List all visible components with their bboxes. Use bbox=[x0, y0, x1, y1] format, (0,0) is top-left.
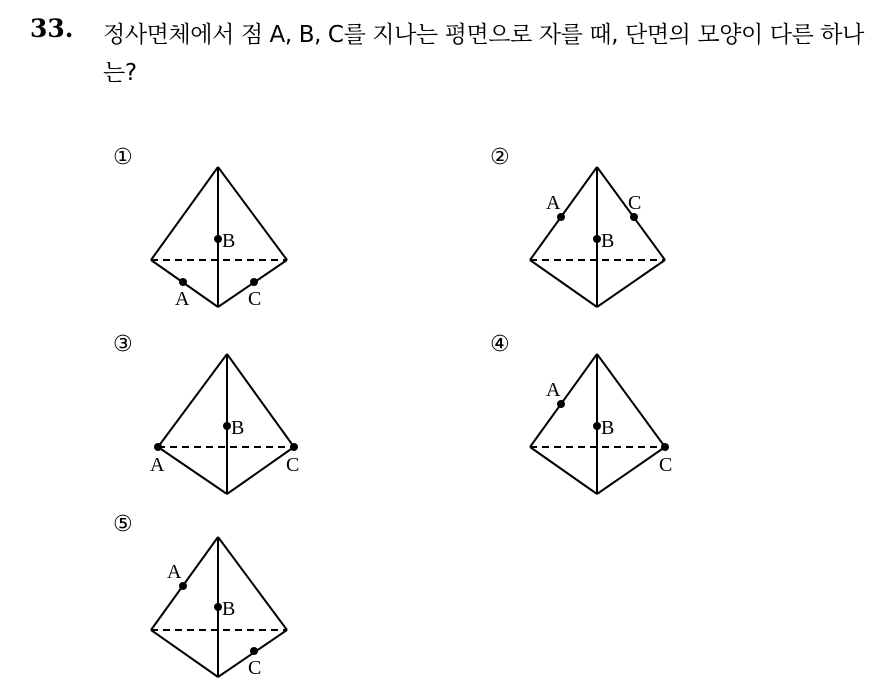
edge bbox=[530, 354, 597, 447]
point-b bbox=[593, 235, 601, 243]
choice-label-1[interactable]: ① bbox=[113, 145, 133, 170]
edge bbox=[227, 447, 294, 494]
point-label-a: A bbox=[150, 454, 165, 476]
point-label-b: B bbox=[222, 598, 236, 620]
point-label-a: A bbox=[167, 561, 182, 583]
point-b bbox=[223, 422, 231, 430]
edge bbox=[597, 447, 665, 494]
point-c bbox=[250, 647, 258, 655]
point-b bbox=[593, 422, 601, 430]
point-label-c: C bbox=[248, 288, 262, 310]
point-label-c: C bbox=[286, 454, 300, 476]
question-text: 정사면체에서 점 A, B, C를 지나는 평면으로 자를 때, 단면의 모양이 다른 하나는? bbox=[103, 22, 864, 86]
point-label-b: B bbox=[601, 417, 615, 439]
edge bbox=[530, 260, 597, 307]
point-c bbox=[630, 213, 638, 221]
point-a bbox=[179, 582, 187, 590]
choice-label-2[interactable]: ② bbox=[490, 145, 510, 170]
choice-label-5[interactable]: ⑤ bbox=[113, 512, 133, 537]
edge bbox=[158, 354, 227, 447]
point-label-b: B bbox=[601, 230, 615, 252]
point-a bbox=[179, 278, 187, 286]
edge bbox=[158, 447, 227, 494]
point-b bbox=[214, 235, 222, 243]
point-label-a: A bbox=[546, 379, 561, 401]
edge bbox=[530, 167, 597, 260]
point-c bbox=[290, 443, 298, 451]
point-label-c: C bbox=[628, 192, 642, 214]
point-b bbox=[214, 603, 222, 611]
edge bbox=[530, 447, 597, 494]
point-a bbox=[557, 213, 565, 221]
point-label-c: C bbox=[659, 454, 673, 476]
edge bbox=[151, 630, 218, 677]
point-label-b: B bbox=[222, 230, 236, 252]
point-label-a: A bbox=[546, 192, 561, 214]
question-number: 33. bbox=[30, 14, 74, 43]
choice-label-3[interactable]: ③ bbox=[113, 332, 133, 357]
point-c bbox=[250, 278, 258, 286]
point-label-b: B bbox=[231, 417, 245, 439]
edge bbox=[597, 260, 665, 307]
edge bbox=[151, 167, 218, 260]
point-label-a: A bbox=[175, 288, 190, 310]
choice-label-4[interactable]: ④ bbox=[490, 332, 510, 357]
point-a bbox=[154, 443, 162, 451]
point-label-c: C bbox=[248, 657, 262, 679]
point-a bbox=[557, 400, 565, 408]
point-c bbox=[661, 443, 669, 451]
